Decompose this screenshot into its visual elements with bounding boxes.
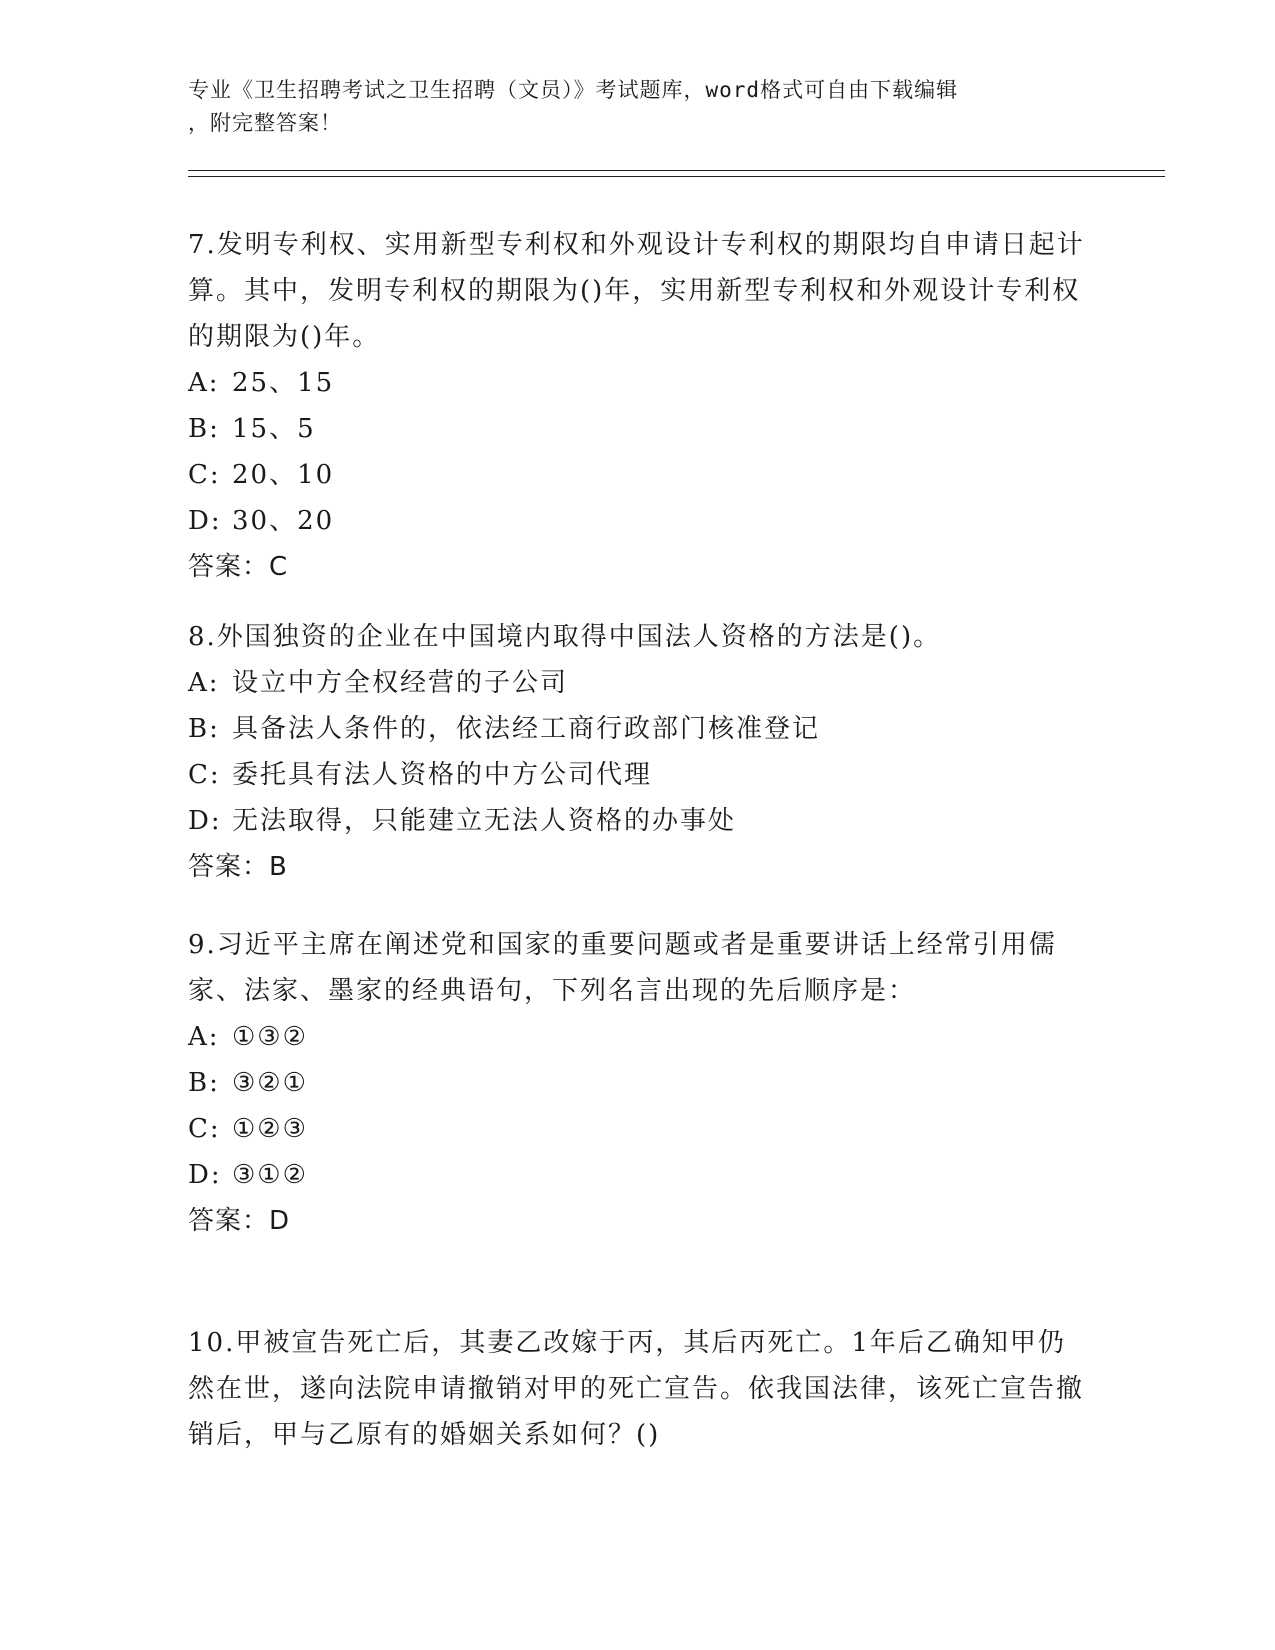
option-a (188, 360, 1088, 406)
option-text: 无法取得，只能建立无法人资格的办事处 (232, 806, 737, 836)
option-b (188, 1060, 1088, 1106)
answer-line (188, 844, 1088, 890)
question-9 (188, 922, 1088, 1244)
option-letter: A: (188, 1022, 220, 1052)
option-text: 具备法人条件的，依法经工商行政部门核准登记 (232, 714, 821, 744)
option-c (188, 752, 1088, 798)
header-line-1: 专业《卫生招聘考试之卫生招聘（文员）》考试题库，word格式可自由下载编辑 (188, 78, 959, 102)
answer-label: 答案： (188, 852, 270, 882)
option-c (188, 1106, 1088, 1152)
answer-value: B (269, 852, 288, 882)
answer-label: 答案： (188, 552, 270, 582)
option-text: ③①② (232, 1160, 308, 1190)
option-letter: D: (188, 1160, 222, 1190)
answer-value: C (269, 552, 289, 582)
option-letter: D: (188, 806, 222, 836)
option-d (188, 498, 1088, 544)
header-divider-bottom (188, 176, 1165, 177)
question-stem: 8.外国独资的企业在中国境内取得中国法人资格的方法是()。 (188, 622, 942, 652)
option-a (188, 1014, 1088, 1060)
option-c (188, 452, 1088, 498)
question-7 (188, 222, 1088, 590)
header-line-2: ，附完整答案！ (188, 111, 342, 135)
option-d (188, 798, 1088, 844)
option-text: 15、5 (232, 414, 316, 444)
question-10 (188, 1320, 1088, 1458)
option-letter: D: (188, 506, 222, 536)
option-text: ①②③ (232, 1114, 308, 1144)
question-stem: 7.发明专利权、实用新型专利权和外观设计专利权的期限均自申请日起计算。其中，发明专利权的期限为()年，实用新型专利权和外观设计专利权的期限为()年。 (188, 230, 1085, 352)
option-text: ①③② (232, 1022, 308, 1052)
option-text: 30、20 (232, 506, 335, 536)
option-b (188, 706, 1088, 752)
option-letter: C: (188, 760, 221, 790)
option-letter: B: (188, 414, 220, 444)
option-text: 20、10 (232, 460, 335, 490)
option-b (188, 406, 1088, 452)
option-letter: B: (188, 714, 220, 744)
option-text: 委托具有法人资格的中方公司代理 (232, 760, 653, 790)
question-stem: 10.甲被宣告死亡后，其妻乙改嫁于丙，其后丙死亡。1年后乙确知甲仍然在世，遂向法院申请撤销对甲的死亡宣告。依我国法律，该死亡宣告撤销后，甲与乙原有的婚姻关系如何？() (188, 1328, 1085, 1450)
answer-label: 答案： (188, 1206, 270, 1236)
answer-line (188, 1198, 1088, 1244)
document-header (188, 74, 1088, 140)
option-letter: B: (188, 1068, 220, 1098)
option-a (188, 660, 1088, 706)
option-d (188, 1152, 1088, 1198)
question-8 (188, 614, 1088, 890)
option-letter: C: (188, 460, 221, 490)
option-text: 设立中方全权经营的子公司 (232, 668, 569, 698)
option-letter: C: (188, 1114, 221, 1144)
answer-value: D (269, 1206, 291, 1236)
option-letter: A: (188, 668, 220, 698)
option-letter: A: (188, 368, 220, 398)
question-stem: 9.习近平主席在阐述党和国家的重要问题或者是重要讲话上经常引用儒家、法家、墨家的经典语句，下列名言出现的先后顺序是： (188, 930, 1057, 1006)
option-text: ③②① (232, 1068, 308, 1098)
option-text: 25、15 (232, 368, 335, 398)
answer-line (188, 544, 1088, 590)
header-divider-top (188, 170, 1165, 171)
